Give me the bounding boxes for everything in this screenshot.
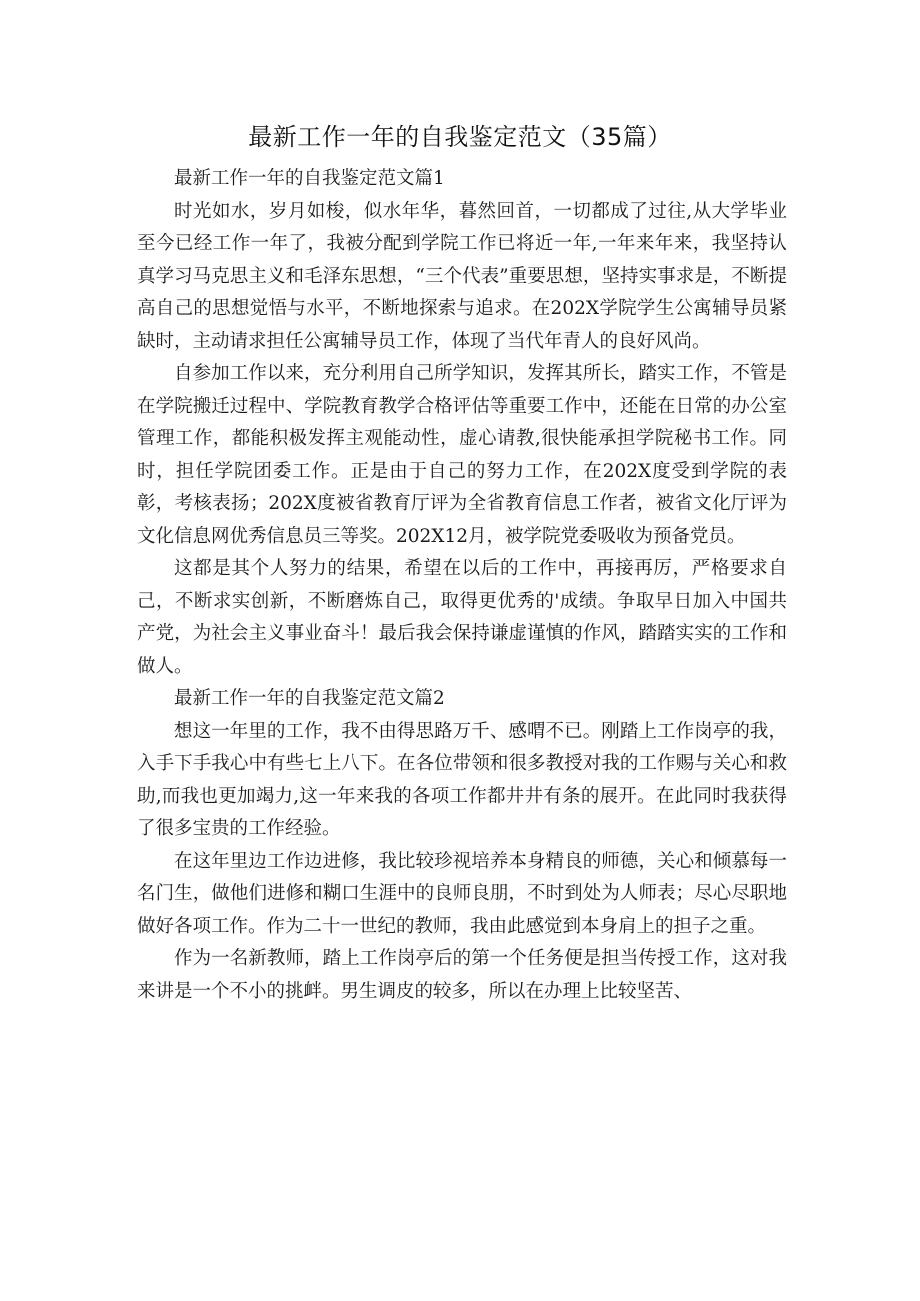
paragraph: 在这年里边工作边进修，我比较珍视培养本身精良的师德，关心和倾慕每一名门生，做他们进修和糊口生涯中的良师良朋，不时到处为人师表；尽心尽职地做好各项工作。作为二十一世纪的教师，我由此感觉到本身肩上的担子之重。 <box>137 850 787 937</box>
paragraph: 作为一名新教师，踏上工作岗亭后的第一个任务便是担当传授工作，这对我来讲是一个不小的挑衅。男生调皮的较多，所以在办理上比较坚苦、 <box>137 948 787 1002</box>
document-title: 最新工作一年的自我鉴定范文（35篇） <box>248 123 672 151</box>
paragraph: 这都是其个人努力的结果，希望在以后的工作中，再接再厉，严格要求自己，不断求实创新，不断磨炼自己，取得更优秀的'成绩。争取早日加入中国共产党，为社会主义事业奋斗！最后我会保持谦虚谨慎的作风，踏踏实实的工作和做人。 <box>137 558 787 677</box>
paragraph: 想这一年里的工作，我不由得思路万千、感喟不已。刚踏上工作岗亭的我，入手下手我心中有些七上八下。在各位带领和很多教授对我的工作赐与关心和救助,而我也更加竭力,这一年来我的各项工作都井井有条的展开。在此同时我获得了很多宝贵的工作经验。 <box>137 720 787 839</box>
paragraph: 时光如水，岁月如梭，似水年华，暮然回首，一切都成了过往,从大学毕业至今已经工作一年了，我被分配到学院工作已将近一年,一年来年来，我坚持认真学习马克思主义和毛泽东思想，“三个代表”重要思想，坚持实事求是，不断提高自己的思想觉悟与水平，不断地探索与追求。在202X学院学生公寓辅导员紧缺时，主动请求担任公寓辅导员工作，体现了当代年青人的良好风尚。 <box>137 200 787 352</box>
document-body <box>137 163 787 1008</box>
section-heading-2: 最新工作一年的自我鉴定范文篇2 <box>174 688 445 709</box>
paragraph: 自参加工作以来，充分利用自己所学知识，发挥其所长，踏实工作，不管是在学院搬迁过程中、学院教育教学合格评估等重要工作中，还能在日常的办公室管理工作，都能积极发挥主观能动性，虚心请教,很快能承担学院秘书工作。同时，担任学院团委工作。正是由于自己的努力工作，在202X度受到学院的表彰，考核表扬；202X度被省教育厅评为全省教育信息工作者，被省文化厅评为文化信息网优秀信息员三等奖。202X12月，被学院党委吸收为预备党员。 <box>137 363 787 547</box>
section-heading-1: 最新工作一年的自我鉴定范文篇1 <box>174 168 445 189</box>
